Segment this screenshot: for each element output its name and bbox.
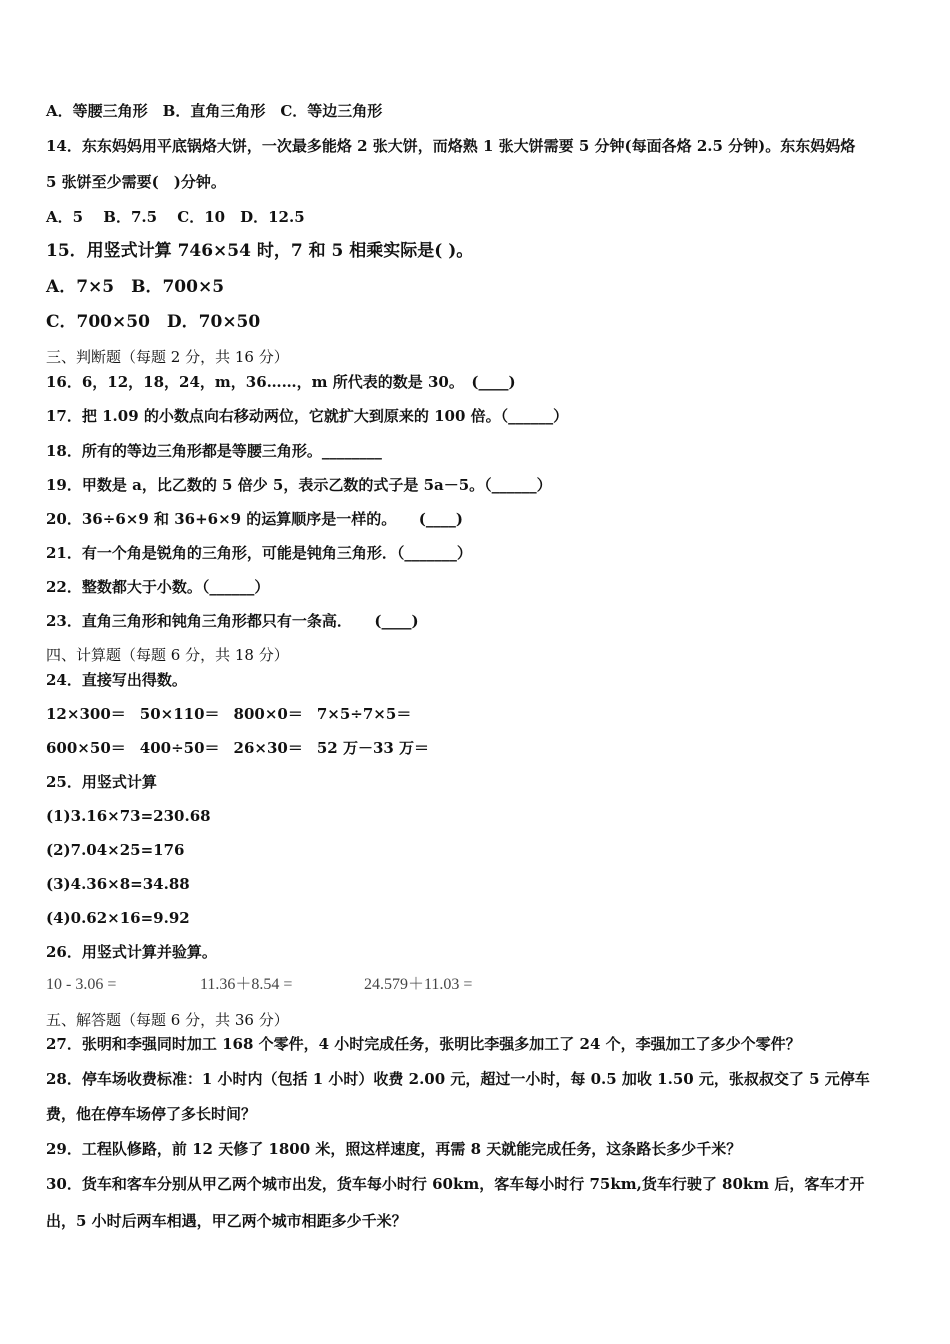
q28-line2: 费，他在停车场停了多长时间？ <box>46 1105 257 1123</box>
q24-expr: 7×5÷7×5＝ <box>316 705 412 723</box>
section3-heading: 三、判断题（每题 2 分，共 16 分） <box>46 348 289 366</box>
section4-heading: 四、计算题（每题 6 分，共 18 分） <box>46 646 289 664</box>
q24-expr: 400÷50＝ <box>139 739 220 757</box>
q24-expr: 600×50＝ <box>46 739 126 757</box>
judgment-23: 23．直角三角形和钝角三角形都只有一条高． (____) <box>46 612 419 630</box>
q28-line1: 28．停车场收费标准：1 小时内（包括 1 小时）收费 2.00 元，超过一小时，每 0.5 加收 1.50 元，张叔叔交了 5 元停车 <box>46 1070 870 1088</box>
q30-line1: 30．货车和客车分别从甲乙两个城市出发，货车每小时行 60km，客车每小时行 75km,货车行驶了 80km 后，客车才开 <box>46 1175 865 1193</box>
q14-line1: 14．东东妈妈用平底锅烙大饼，一次最多能烙 2 张大饼，而烙熟 1 张大饼需要 5 分钟(每面各烙 2.5 分钟)。东东妈妈烙 <box>46 137 856 155</box>
q25-stem: 25．用竖式计算 <box>46 773 157 791</box>
judgment-17: 17．把 1.09 的小数点向右移动两位，它就扩大到原来的 100 倍。（______） <box>46 407 569 425</box>
q26-expr: 10 - 3.06 = <box>46 976 117 993</box>
judgment-16: 16．6，12，18，24，m，36……，m 所代表的数是 30。 (____) <box>46 373 516 391</box>
q15-options-1: A．7×5 B．700×5 <box>46 277 225 297</box>
q26-expr: 24.579＋11.03 = <box>364 976 473 993</box>
section5-heading: 五、解答题（每题 6 分，共 36 分） <box>46 1011 289 1029</box>
q15-stem: 15．用竖式计算 746×54 时，7 和 5 相乘实际是( )。 <box>46 241 474 261</box>
q26-stem: 26．用竖式计算并验算。 <box>46 943 217 961</box>
q24-expr: 12×300＝ <box>46 705 126 723</box>
judgment-18: 18．所有的等边三角形都是等腰三角形。________ <box>46 442 382 460</box>
q25-item-4: (4)0.62×16=9.92 <box>46 909 190 927</box>
q24-expr: 52 万－33 万＝ <box>316 739 430 757</box>
judgment-20: 20．36÷6×9 和 36+6×9 的运算顺序是一样的。 (____) <box>46 510 464 528</box>
q29: 29．工程队修路，前 12 天修了 1800 米，照这样速度，再需 8 天就能完成任务，这条路长多少千米？ <box>46 1140 742 1158</box>
judgment-21: 21．有一个角是锐角的三角形，可能是钝角三角形．（_______） <box>46 544 472 562</box>
q15-options-2: C．700×50 D．70×50 <box>46 312 261 332</box>
q24-row-2 <box>46 738 443 758</box>
q14-line2: 5 张饼至少需要( )分钟。 <box>46 173 226 191</box>
q24-row-1 <box>46 704 425 724</box>
q24-expr: 50×110＝ <box>139 705 220 723</box>
q30-line2: 出，5 小时后两车相遇，甲乙两个城市相距多少千米？ <box>46 1212 407 1230</box>
judgment-19: 19．甲数是 a，比乙数的 5 倍少 5，表示乙数的式子是 5a－5。（______） <box>46 476 552 494</box>
q24-stem: 24．直接写出得数。 <box>46 671 187 689</box>
q26-expressions <box>46 975 472 995</box>
q25-item-3: (3)4.36×8=34.88 <box>46 875 190 893</box>
q24-expr: 800×0＝ <box>233 705 303 723</box>
q24-expr: 26×30＝ <box>233 739 303 757</box>
q26-expr: 11.36＋8.54 = <box>200 976 293 993</box>
q13-options: A．等腰三角形 B．直角三角形 C．等边三角形 <box>46 102 383 120</box>
q25-item-2: (2)7.04×25=176 <box>46 841 185 859</box>
q25-item-1: (1)3.16×73=230.68 <box>46 807 211 825</box>
q27: 27．张明和李强同时加工 168 个零件，4 小时完成任务，张明比李强多加工了 24 个，李强加工了多少个零件？ <box>46 1035 801 1053</box>
judgment-22: 22．整数都大于小数。（______） <box>46 578 270 596</box>
q14-options: A．5 B．7.5 C．10 D．12.5 <box>46 208 305 226</box>
